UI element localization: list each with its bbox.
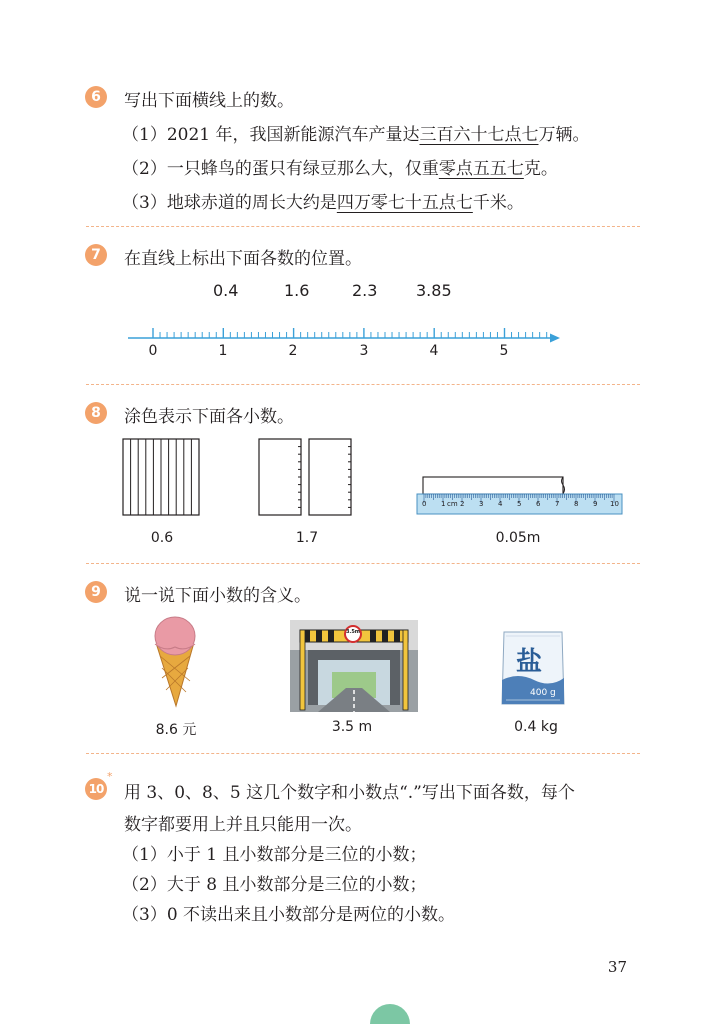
q7-number-3: 2.3: [352, 281, 378, 300]
axis-label-3: 3: [359, 343, 369, 359]
page-number: 37: [607, 958, 627, 976]
optional-star-icon: *: [107, 770, 113, 783]
q6-title: 写出下面横线上的数。: [124, 91, 294, 111]
q8-caption-1: 0.6: [150, 530, 174, 546]
axis-label-5: 5: [499, 343, 509, 359]
q9-caption-2: 3.5 m: [331, 719, 373, 735]
q8-title: 涂色表示下面各小数。: [124, 407, 294, 427]
q6-item-3: （3）地球赤道的周长大约是四万零七十五点七千米。: [122, 193, 524, 213]
q7-number-4: 3.85: [416, 281, 452, 300]
q9-caption-3: 0.4 kg: [514, 719, 558, 735]
ruler-label: 8: [574, 500, 579, 508]
axis-label-2: 2: [288, 343, 298, 359]
q8-caption-3: 0.05m: [495, 530, 541, 546]
shading-square-tenths: [122, 438, 202, 518]
question-number-9: 9: [85, 581, 107, 603]
question-number-6: 6: [85, 86, 107, 108]
q10-title-line2: 数字都要用上并且只能用一次。: [124, 815, 362, 835]
ruler-label: 6: [536, 500, 541, 508]
question-number-7: 7: [85, 244, 107, 266]
q9-caption-1: 8.6 元: [155, 722, 197, 738]
ruler-label: 4: [498, 500, 503, 508]
q6-item-1: （1）2021 年，我国新能源汽车产量达三百六十七点七万辆。: [122, 125, 590, 145]
salt-bag-weight: 400 g: [530, 688, 556, 698]
ruler-label: 0: [422, 500, 427, 508]
q9-title: 说一说下面小数的含义。: [124, 586, 311, 606]
divider: [86, 226, 640, 227]
salt-bag-label: 盐: [516, 647, 543, 677]
question-number-10: 10: [85, 778, 107, 800]
q7-number-2: 1.6: [284, 281, 310, 300]
ruler-label: 7: [555, 500, 560, 508]
q7-title: 在直线上标出下面各数的位置。: [124, 249, 362, 269]
ruler-labels: [414, 500, 626, 512]
page-edge-tab: [370, 1004, 410, 1024]
axis-label-4: 4: [429, 343, 439, 359]
q10-item-1: （1）小于 1 且小数部分是三位的小数；: [122, 845, 427, 865]
shading-two-rectangles: [258, 438, 358, 518]
q7-number-1: 0.4: [213, 281, 239, 300]
q10-item-2: （2）大于 8 且小数部分是三位的小数；: [122, 875, 427, 895]
divider: [86, 563, 640, 564]
ruler-label: 5: [517, 500, 522, 508]
divider: [86, 384, 640, 385]
ice-cream-image: [150, 616, 200, 708]
axis-label-1: 1: [218, 343, 228, 359]
ruler-label: cm: [447, 500, 458, 508]
ruler-label: 10: [610, 500, 619, 508]
q10-title-line1: 用 3、0、8、5 这几个数字和小数点“.”写出下面各数，每个: [124, 783, 575, 803]
height-sign-text: 3.5m: [345, 629, 361, 635]
divider: [86, 753, 640, 754]
ruler-label: 1: [441, 500, 446, 508]
ruler-label: 9: [593, 500, 598, 508]
ruler-label: 3: [479, 500, 484, 508]
q6-item-2: （2）一只蜂鸟的蛋只有绿豆那么大，仅重零点五五七克。: [122, 159, 558, 179]
q10-item-3: （3）0 不读出来且小数部分是两位的小数。: [122, 905, 456, 925]
question-number-8: 8: [85, 402, 107, 424]
q8-caption-2: 1.7: [295, 530, 319, 546]
ruler-label: 2: [460, 500, 465, 508]
axis-label-0: 0: [148, 343, 158, 359]
number-line: [0, 320, 707, 365]
